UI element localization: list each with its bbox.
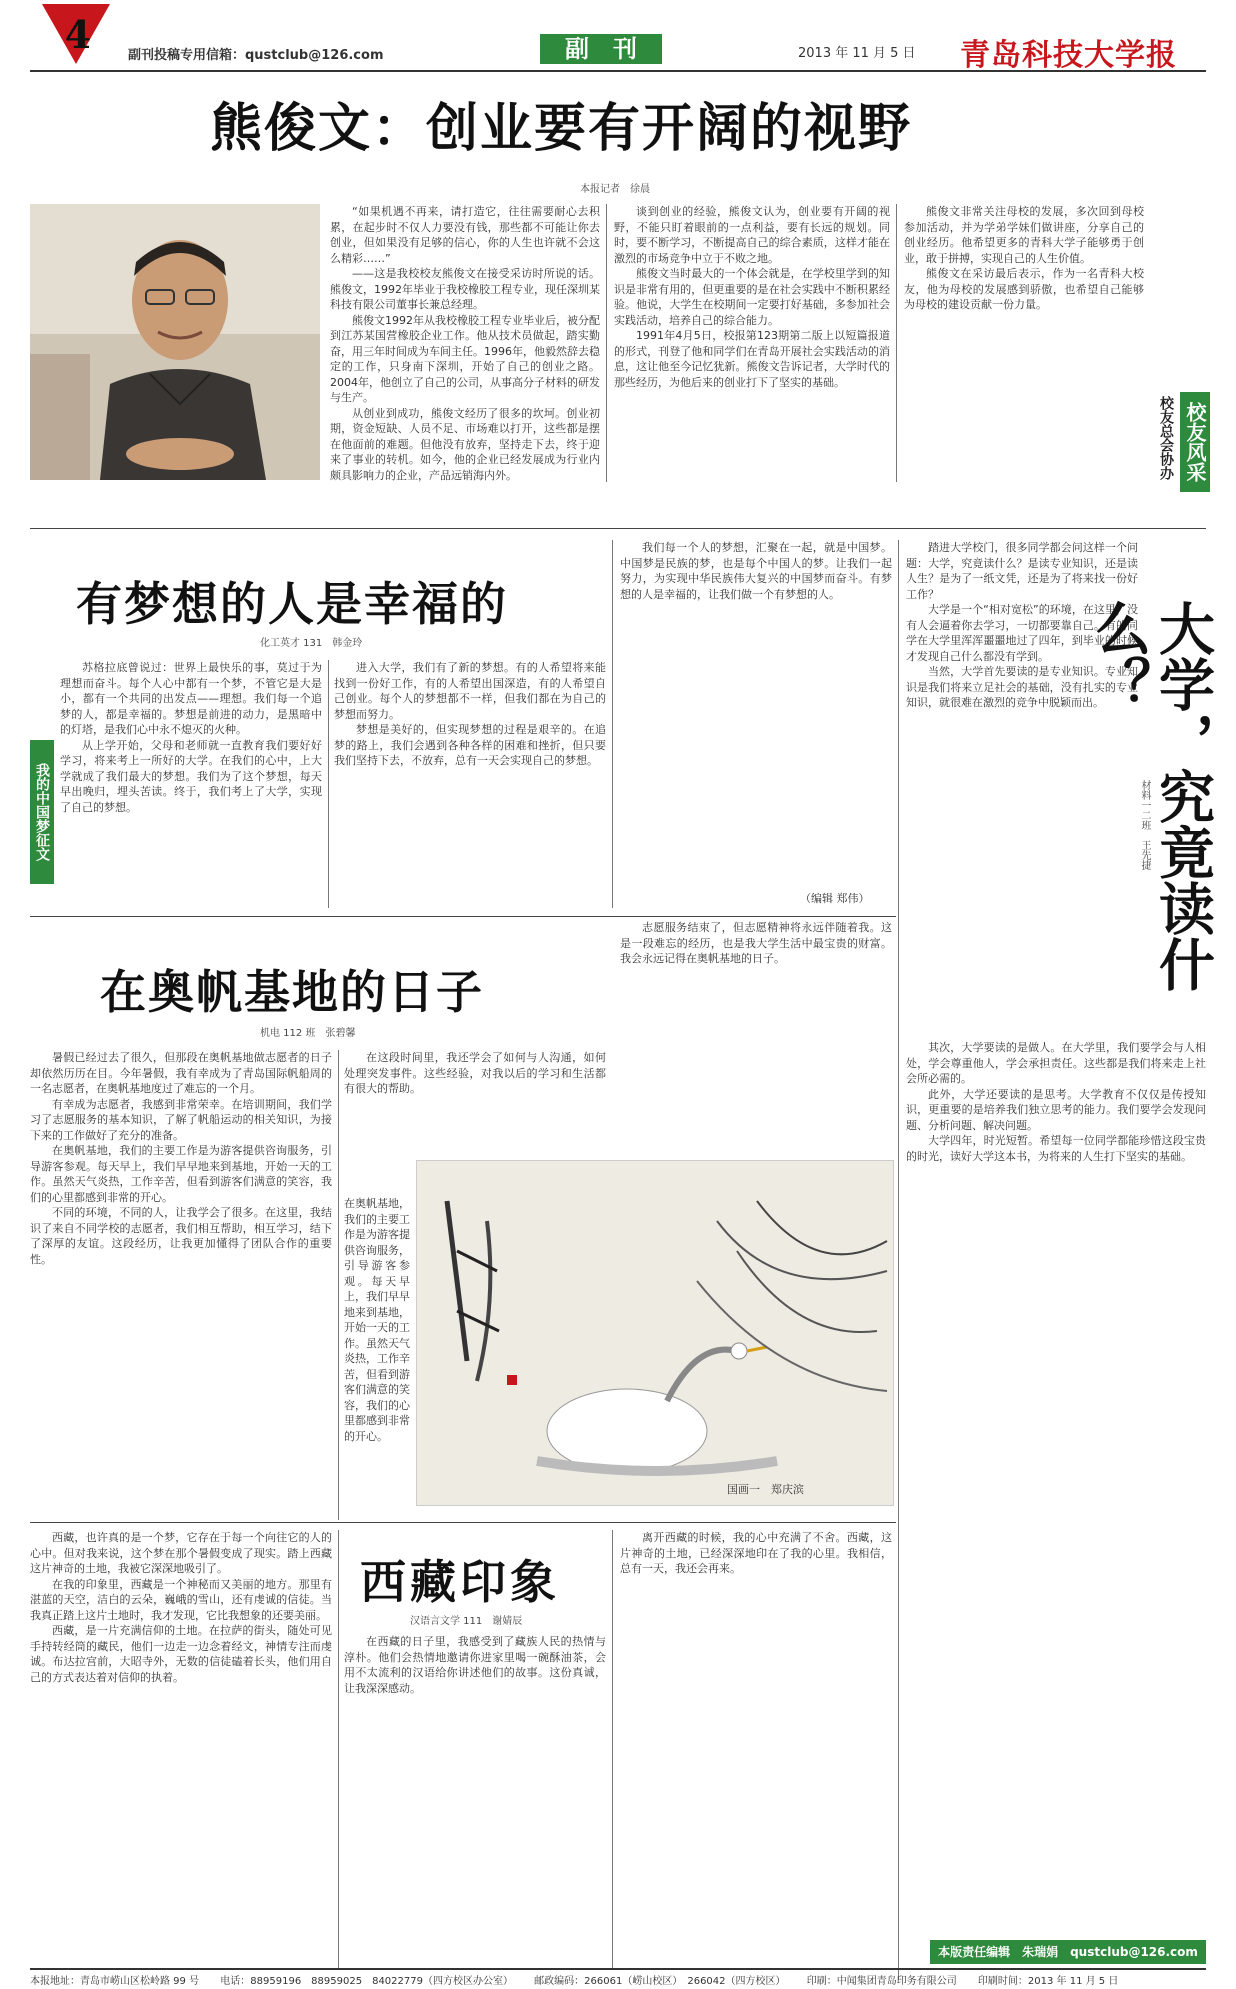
article-4-paragraph: 西藏，是一片充满信仰的土地。在拉萨的街头，随处可见手持转经筒的藏民，他们一边走一边念着经文，神情专注而虔诚。布达拉宫前，大昭寺外，无数的信徒磕着长头，他们用自己的方式表达着对信仰的执着。 bbox=[30, 1624, 332, 1684]
alumni-tag-text: 校友风采 bbox=[1183, 402, 1207, 482]
article-1-paragraph: 1991年4月5日，校报第123期第二版上以短篇报道的形式，刊登了他和同学们在青岛开展社会实践活动的消息，这让他至今记忆犹新。熊俊文告诉记者，大学时代的那些经历，为他后来的创业打下了坚实的基础。 bbox=[614, 329, 890, 389]
page-number: 4 bbox=[64, 12, 92, 57]
article-3-paragraph-filler: 在奥帆基地，我们的主要工作是为游客提供咨询服务，引导游客参观。每天早上，我们早早地来到基地，开始一天的工作。虽然天气炎热，工作辛苦，但看到游客们满意的笑容，我们的心里都感到非常的开心。 bbox=[344, 1197, 410, 1443]
article-5-paragraph: 当然，大学首先要读的是专业知识。专业知识是我们将来立足社会的基础，没有扎实的专业知识，就很难在激烈的竞争中脱颖而出。 bbox=[906, 665, 1138, 709]
article-3-byline: 机电 112 班 张碧馨 bbox=[260, 1028, 356, 1039]
article-5-paragraph: 踏进大学校门，很多同学都会问这样一个问题：大学，究竟读什么？是读专业知识，还是读人生？是为了一纸文凭，还是为了将来找一份好工作？ bbox=[906, 541, 1138, 601]
article-3-paragraph: 在这段时间里，我还学会了如何与人沟通，如何处理突发事件。这些经验，对我以后的学习和生活都有很大的帮助。 bbox=[344, 1051, 606, 1095]
article-2-col-3 bbox=[620, 540, 892, 890]
article-3-col-3 bbox=[620, 920, 892, 1140]
article-3-col-2b bbox=[344, 1196, 410, 1520]
article-3-paragraph: 不同的环境，不同的人，让我学会了很多。在这里，我结识了来自不同学校的志愿者，我们相互帮助，相互学习，结下了深厚的友谊。这段经历，让我更加懂得了团队合作的重要性。 bbox=[30, 1206, 332, 1266]
editor-info: 本版责任编辑 朱瑞娟 qustclub@126.com bbox=[938, 1945, 1198, 1959]
article-1-paragraph: 熊俊文当时最大的一个体会就是，在学校里学到的知识是非常有用的，但更重要的是在社会实践中不断积累经验。他说，大学生在校期间一定要打好基础，多参加社会实践活动，培养自己的综合能力。 bbox=[614, 267, 890, 327]
article-5-col-bottom bbox=[906, 1040, 1206, 1920]
footer-postcode: 邮政编码：266061（崂山校区） 266042（四方校区） bbox=[534, 1976, 786, 1987]
painting-caption: 国画一 郑庆滨 bbox=[727, 1483, 804, 1496]
article-1-paragraph: “如果机遇不再来，请打造它，往往需要耐心去积累，在起步时不仅人力要没有钱，那些都不可能让你去创业，但如果没有足够的信心，你的人生也许就不会这么精彩……” bbox=[330, 205, 600, 265]
article-4-col-2 bbox=[344, 1634, 606, 1970]
article-2-byline: 化工英才 131 韩金玲 bbox=[260, 638, 363, 649]
footer-print-date: 印刷时间：2013 年 11 月 5 日 bbox=[977, 1976, 1119, 1987]
article-1-paragraph: 从创业到成功，熊俊文经历了很多的坎坷。创业初期，资金短缺、人员不足、市场难以打开，这些都是摆在他面前的难题。但他没有放弃，坚持走下去，终于迎来了事业的转机。如今，他的企业已经发展成为行业内颇具影响力的企业，产品远销海内外。 bbox=[330, 406, 600, 482]
article-4-paragraph: 西藏，也许真的是一个梦，它存在于每一个向往它的人的心中。但对我来说，这个梦在那个暑假变成了现实。踏上西藏这片神奇的土地，我被它深深地吸引了。 bbox=[30, 1531, 332, 1575]
article-3-paragraph: 有幸成为志愿者，我感到非常荣幸。在培训期间，我们学习了志愿服务的基本知识，了解了帆船运动的相关知识，为接下来的工作做好了充分的准备。 bbox=[30, 1097, 332, 1142]
article-5-paragraph: 大学四年，时光短暂。希望每一位同学都能珍惜这段宝贵的时光，读好大学这本书，为将来的人生打下坚实的基础。 bbox=[906, 1134, 1206, 1163]
article-1-headline: 熊俊文：创业要有开阔的视野 bbox=[210, 99, 913, 159]
article-1-col-3 bbox=[904, 204, 1144, 484]
article-4-paragraph: 在西藏的日子里，我感受到了藏族人民的热情与淳朴。他们会热情地邀请你进家里喝一碗酥油茶，会用不太流利的汉语给你讲述他们的故事。这份真诚，让我深深感动。 bbox=[344, 1635, 606, 1695]
article-4-col-3 bbox=[620, 1530, 892, 1970]
portrait-photo bbox=[30, 204, 320, 480]
article-1-paragraph: 谈到创业的经验，熊俊文认为，创业要有开阔的视野，不能只盯着眼前的一点利益，要有长远的规划。同时，要不断学习，不断提高自己的综合素质，这样才能在激烈的市场竞争中立于不败之地。 bbox=[614, 205, 890, 265]
article-1-paragraph: 熊俊文非常关注母校的发展，多次回到母校参加活动，并为学弟学妹们做讲座，分享自己的创业经历。他希望更多的青科大学子能够勇于创业，敢于拼搏，实现自己的人生价值。 bbox=[904, 205, 1144, 265]
article-4-byline: 汉语言文学 111 谢婧辰 bbox=[410, 1616, 523, 1627]
alumni-tag-sub: 校友总会协办 bbox=[1158, 396, 1174, 480]
article-2-paragraph: 从上学开始，父母和老师就一直教育我们要好好学习，将来考上一所好的大学。在我们的心中，上大学就成了我们最大的梦想。我们为了这个梦想，每天早出晚归，埋头苦读。终于，我们考上了大学，实现了自己的梦想。 bbox=[60, 738, 322, 814]
section-name: 副 刊 bbox=[565, 35, 637, 63]
china-dream-tag bbox=[30, 740, 54, 884]
issue-date: 2013 年 11 月 5 日 bbox=[798, 46, 916, 61]
article-2-paragraph: 苏格拉底曾说过：世界上最快乐的事，莫过于为理想而奋斗。每个人心中都有一个梦，不管它是大是小，都有一个共同的出发点——理想。我们每一个追梦的人，都是幸福的。梦想是前进的动力，是黑暗中的灯塔，是我们心中永不熄灭的火种。 bbox=[60, 661, 322, 736]
article-4-col-1 bbox=[30, 1530, 332, 1970]
article-2-headline: 有梦想的人是幸福的 bbox=[76, 577, 508, 631]
article-2-col-2 bbox=[334, 660, 606, 908]
article-5-headline: 大学，究竟读什么？ bbox=[1086, 600, 1215, 992]
article-5-byline: 材料一二班 王先捷 bbox=[1139, 780, 1150, 870]
article-2-paragraph: 梦想是美好的，但实现梦想的过程是艰辛的。在追梦的路上，我们会遇到各种各样的困难和挫折，但只要我们坚持下去，不放弃，总有一天会实现自己的梦想。 bbox=[334, 723, 606, 767]
article-3-paragraph: 志愿服务结束了，但志愿精神将永远伴随着我。这是一段难忘的经历，也是我大学生活中最宝贵的财富。我会永远记得在奥帆基地的日子。 bbox=[620, 921, 892, 965]
article-5-col-top bbox=[906, 540, 1138, 890]
article-5-paragraph: 其次，大学要读的是做人。在大学里，我们要学会与人相处，学会尊重他人，学会承担责任。这些都是我们将来走上社会所必需的。 bbox=[906, 1041, 1206, 1085]
article-3-paragraph: 在奥帆基地，我们的主要工作是为游客提供咨询服务，引导游客参观。每天早上，我们早早地来到基地，开始一天的工作。虽然天气炎热，工作辛苦，但看到游客们满意的笑容，我们的心里都感到非常的开心。 bbox=[30, 1144, 332, 1204]
article-4-headline: 西藏印象 bbox=[360, 1555, 560, 1609]
footer bbox=[30, 1972, 1206, 1988]
masthead bbox=[0, 0, 1236, 73]
article-1-col-2 bbox=[614, 204, 890, 484]
submission-email: 副刊投稿专用信箱：qustclub@126.com bbox=[128, 48, 384, 63]
article-2-col-1 bbox=[60, 660, 322, 908]
ink-painting bbox=[416, 1160, 894, 1506]
footer-printer: 印刷：中闻集团青岛印务有限公司 bbox=[806, 1976, 957, 1987]
article-2-paragraph: 我们每一个人的梦想，汇聚在一起，就是中国梦。中国梦是民族的梦，也是每个中国人的梦。让我们一起努力，为实现中华民族伟大复兴的中国梦而奋斗。有梦想的人是幸福的，让我们做一个有梦想的人。 bbox=[620, 541, 892, 601]
china-dream-tag-text: 我的中国梦征文 bbox=[34, 763, 50, 861]
article-5-paragraph: 此外，大学还要读的是思考。大学教育不仅仅是传授知识，更重要的是培养我们独立思考的能力。我们要学会发现问题、分析问题、解决问题。 bbox=[906, 1087, 1206, 1132]
article-3-col-1 bbox=[30, 1050, 332, 1520]
article-2-paragraph: 进入大学，我们有了新的梦想。有的人希望将来能找到一份好工作，有的人希望出国深造，有的人希望自己创业。每个人的梦想都不一样，但我们都在为自己的梦想而努力。 bbox=[334, 661, 606, 721]
footer-address: 本报地址：青岛市崂山区松岭路 99 号 bbox=[30, 1976, 200, 1987]
article-1-paragraph: 熊俊文1992年从我校橡胶工程专业毕业后，被分配到江苏某国营橡胶企业工作。他从技术员做起，踏实勤奋，用三年时间成为车间主任。1996年，他毅然辞去稳定的工作，只身南下深圳，开始了自己的创业之路。2004年，他创立了自己的公司，从事高分子材料的研发与生产。 bbox=[330, 313, 600, 404]
section-banner bbox=[540, 34, 662, 64]
article-3-headline: 在奥帆基地的日子 bbox=[100, 965, 484, 1019]
article-1-col-1 bbox=[330, 204, 600, 484]
article-1-paragraph: 熊俊文在采访最后表示，作为一名青科大校友，他为母校的发展感到骄傲，也希望自己能够为母校的建设贡献一份力量。 bbox=[904, 267, 1144, 311]
footer-phone: 电话：88959196 88959025 84022779（四方校区办公室） bbox=[220, 1976, 513, 1987]
article-3-paragraph: 暑假已经过去了很久，但那段在奥帆基地做志愿者的日子却依然历历在目。今年暑假，我有幸成为了青岛国际帆船周的一名志愿者，在奥帆基地度过了难忘的一个月。 bbox=[30, 1051, 332, 1095]
paper-name: 青岛科技大学报 bbox=[960, 38, 1177, 73]
article-1-paragraph: ——这是我校校友熊俊文在接受采访时所说的话。熊俊文，1992年毕业于我校橡胶工程专业，现任深圳某科技有限公司董事长兼总经理。 bbox=[330, 267, 600, 311]
article-2-footnote: （编辑 郑伟） bbox=[800, 892, 870, 905]
article-5-paragraph: 大学是一个“相对宽松”的环境，在这里，没有人会逼着你去学习，一切都要靠自己。有的同学在大学里浑浑噩噩地过了四年，到毕业的时候才发现自己什么都没有学到。 bbox=[906, 603, 1138, 663]
article-1-byline: 本报记者 徐晨 bbox=[580, 184, 650, 195]
article-4-paragraph: 在我的印象里，西藏是一个神秘而又美丽的地方。那里有湛蓝的天空，洁白的云朵，巍峨的雪山，还有虔诚的信徒。当我真正踏上这片土地时，我才发现，它比我想象的还要美丽。 bbox=[30, 1577, 332, 1622]
editor-box bbox=[930, 1940, 1206, 1964]
article-4-paragraph: 离开西藏的时候，我的心中充满了不舍。西藏，这片神奇的土地，已经深深地印在了我的心里。我相信，总有一天，我还会再来。 bbox=[620, 1531, 892, 1575]
alumni-tag bbox=[1180, 392, 1210, 492]
